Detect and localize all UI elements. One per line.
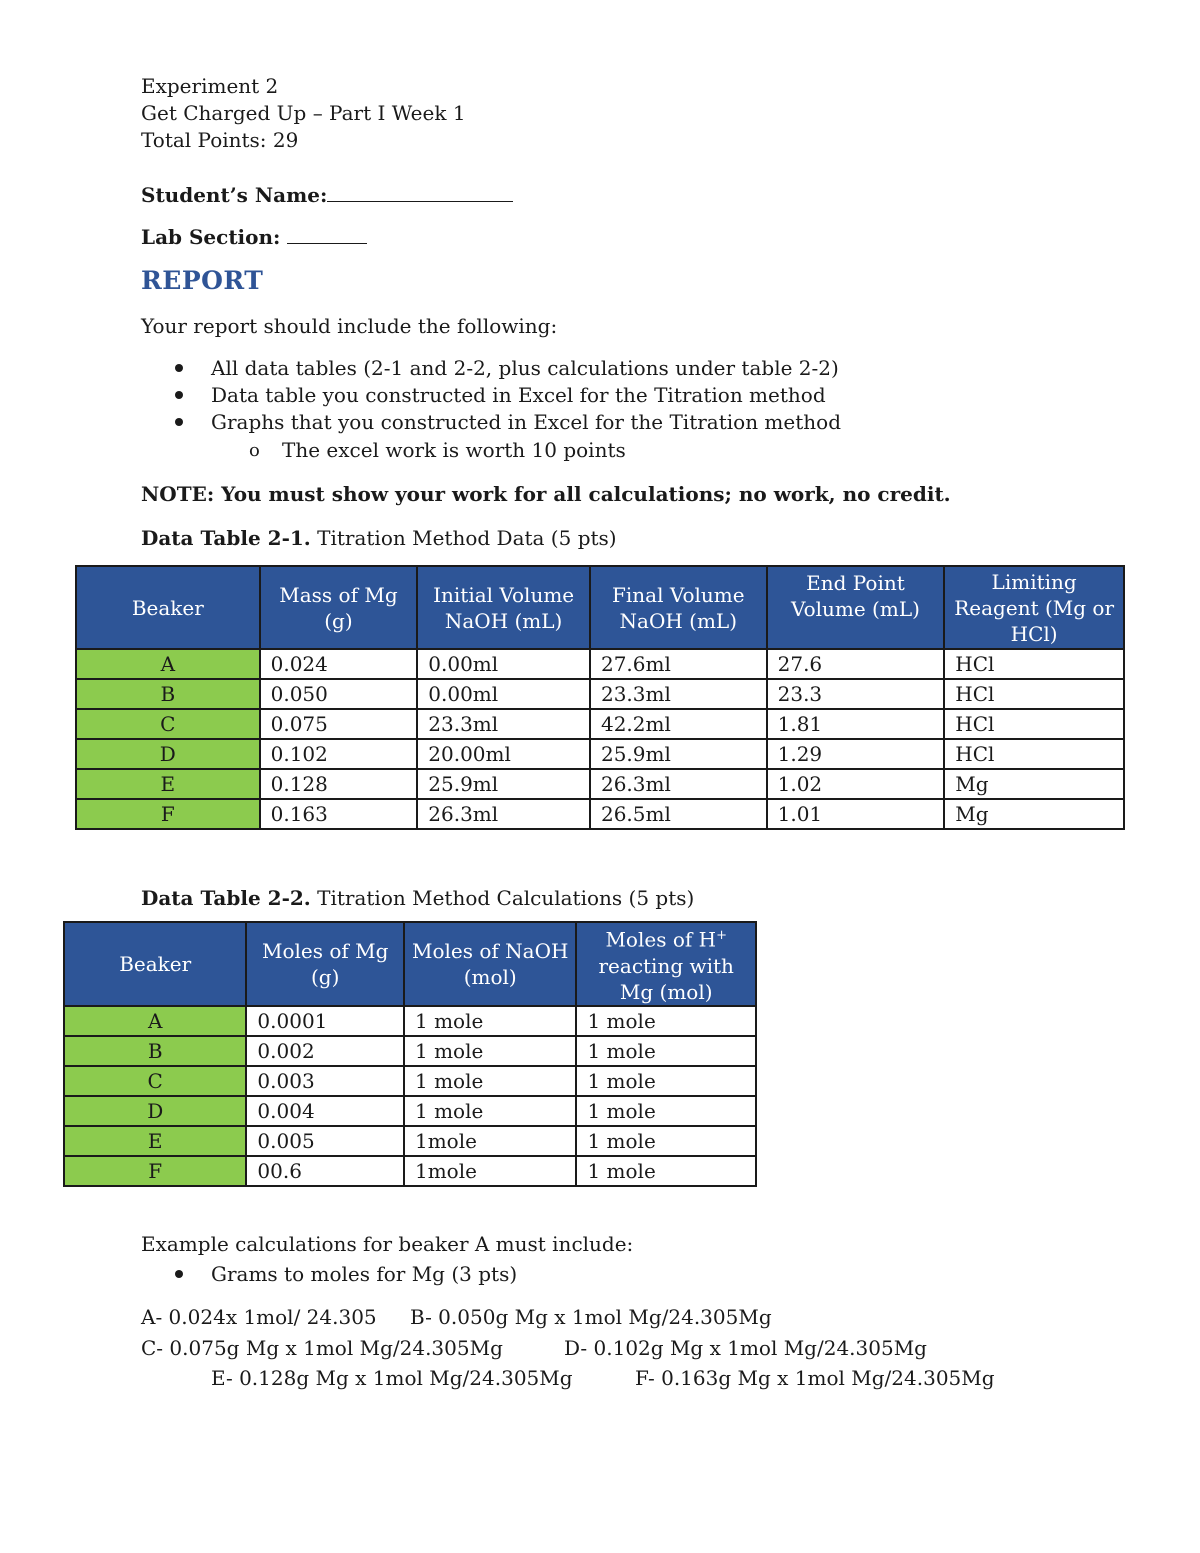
calculation-d: D- 0.102g Mg x 1mol Mg/24.305Mg: [564, 1336, 927, 1360]
table-row: [64, 1006, 756, 1036]
calculation-c: C- 0.075g Mg x 1mol Mg/24.305Mg: [141, 1336, 503, 1360]
report-heading: REPORT: [141, 266, 264, 295]
calculation-a: A- 0.024x 1mol/ 24.305: [141, 1305, 377, 1329]
table-cell: 23.3ml: [590, 679, 767, 709]
table-row: [76, 679, 1124, 709]
table2-caption-title: Titration Method Calculations (5 pts): [310, 886, 695, 910]
note-text: NOTE: You must show your work for all calculations; no work, no credit.: [141, 482, 951, 506]
table-cell: 0.050: [260, 679, 418, 709]
table-header-row: [76, 566, 1124, 649]
calculation-e: E- 0.128g Mg x 1mol Mg/24.305Mg: [211, 1366, 573, 1390]
example-bullet: Grams to moles for Mg (3 pts): [211, 1262, 518, 1286]
reacting-with-label: reacting with Mg (mol): [598, 953, 734, 1004]
lab-section-blank[interactable]: [287, 223, 367, 244]
table-header-row: [64, 922, 756, 1006]
table-cell: 1 mole: [404, 1036, 576, 1066]
column-header: Moles of Mg (g): [246, 922, 404, 1006]
lab-section-label: Lab Section:: [141, 225, 281, 249]
table-cell: 26.3ml: [590, 769, 767, 799]
table-row: [76, 709, 1124, 739]
report-bullet: All data tables (2-1 and 2-2, plus calculations under table 2-2): [211, 356, 839, 380]
column-header: Limiting Reagent (Mg or HCl): [944, 566, 1124, 649]
beaker-cell: E: [64, 1126, 246, 1156]
experiment-number: Experiment 2: [141, 74, 279, 98]
beaker-cell: B: [64, 1036, 246, 1066]
table-cell: HCl: [944, 739, 1124, 769]
example-intro: Example calculations for beaker A must include:: [141, 1232, 634, 1256]
table-cell: 0.00ml: [417, 679, 590, 709]
table-cell: 0.075: [260, 709, 418, 739]
column-header: Beaker: [76, 566, 260, 649]
table-cell: HCl: [944, 679, 1124, 709]
lab-section-row: [141, 223, 367, 250]
table-cell: 1 mole: [576, 1156, 756, 1186]
table-cell: 42.2ml: [590, 709, 767, 739]
bullet-dot-icon: [175, 391, 183, 399]
sub-bullet-text: The excel work is worth 10 points: [282, 438, 626, 462]
table-cell: 0.102: [260, 739, 418, 769]
table-cell: 23.3: [767, 679, 945, 709]
table-cell: 0.002: [246, 1036, 404, 1066]
student-name-label: Student’s Name:: [141, 183, 328, 207]
table-cell: 1 mole: [576, 1006, 756, 1036]
table-cell: 27.6ml: [590, 649, 767, 679]
table-cell: 0.005: [246, 1126, 404, 1156]
calculation-b: B- 0.050g Mg x 1mol Mg/24.305Mg: [410, 1305, 772, 1329]
table1-caption-label: Data Table 2-1.: [141, 526, 311, 550]
table-row: [76, 799, 1124, 829]
table-cell: 1.29: [767, 739, 945, 769]
beaker-cell: D: [64, 1096, 246, 1126]
titration-data-table: [75, 565, 1125, 830]
table-cell: 1 mole: [576, 1096, 756, 1126]
beaker-cell: F: [76, 799, 260, 829]
table-cell: 1mole: [404, 1126, 576, 1156]
table-cell: 1.02: [767, 769, 945, 799]
table-row: [64, 1066, 756, 1096]
table-cell: 00.6: [246, 1156, 404, 1186]
table-row: [76, 739, 1124, 769]
moles-h-label: Moles of H: [605, 927, 717, 952]
student-name-blank[interactable]: [327, 181, 513, 202]
calculation-f: F- 0.163g Mg x 1mol Mg/24.305Mg: [635, 1366, 995, 1390]
table-row: [76, 769, 1124, 799]
table1-caption: [141, 525, 617, 551]
beaker-cell: C: [76, 709, 260, 739]
beaker-cell: B: [76, 679, 260, 709]
table1-caption-title: Titration Method Data (5 pts): [310, 526, 617, 550]
table-cell: 26.3ml: [417, 799, 590, 829]
column-header: End Point Volume (mL): [767, 566, 945, 649]
table-row: [64, 1126, 756, 1156]
table-cell: 0.00ml: [417, 649, 590, 679]
superscript-plus: +: [716, 928, 727, 943]
table-row: [64, 1096, 756, 1126]
table-cell: 1 mole: [576, 1066, 756, 1096]
report-bullet: Graphs that you constructed in Excel for the Titration method: [211, 410, 841, 434]
table-cell: 0.128: [260, 769, 418, 799]
table-cell: 1 mole: [404, 1066, 576, 1096]
report-bullet: Data table you constructed in Excel for the Titration method: [211, 383, 826, 407]
table-cell: 1mole: [404, 1156, 576, 1186]
table-cell: 1.81: [767, 709, 945, 739]
sub-bullet-mark: o: [249, 440, 260, 461]
beaker-cell: F: [64, 1156, 246, 1186]
experiment-subtitle: Get Charged Up – Part I Week 1: [141, 101, 466, 125]
column-header: Beaker: [64, 922, 246, 1006]
table-row: [76, 649, 1124, 679]
column-header: Final Volume NaOH (mL): [590, 566, 767, 649]
column-header: Mass of Mg (g): [260, 566, 418, 649]
table-cell: 1 mole: [404, 1006, 576, 1036]
table-cell: 1.01: [767, 799, 945, 829]
table-cell: 0.004: [246, 1096, 404, 1126]
table-row: [64, 1156, 756, 1186]
student-name-row: [141, 181, 513, 208]
titration-calculations-table: [63, 921, 757, 1187]
beaker-cell: E: [76, 769, 260, 799]
column-header: [576, 922, 756, 1006]
table-cell: 26.5ml: [590, 799, 767, 829]
table-cell: Mg: [944, 799, 1124, 829]
table-cell: 1 mole: [576, 1036, 756, 1066]
table-cell: 1 mole: [404, 1096, 576, 1126]
table-row: [64, 1036, 756, 1066]
column-header: Moles of NaOH (mol): [404, 922, 576, 1006]
table2-caption: [141, 885, 694, 911]
table-cell: Mg: [944, 769, 1124, 799]
table-cell: HCl: [944, 649, 1124, 679]
table-cell: 23.3ml: [417, 709, 590, 739]
table-cell: 0.163: [260, 799, 418, 829]
table-cell: 25.9ml: [417, 769, 590, 799]
table-cell: HCl: [944, 709, 1124, 739]
table-cell: 0.003: [246, 1066, 404, 1096]
beaker-cell: A: [64, 1006, 246, 1036]
column-header: Initial Volume NaOH (mL): [417, 566, 590, 649]
total-points: Total Points: 29: [141, 128, 299, 152]
table-cell: 20.00ml: [417, 739, 590, 769]
beaker-cell: A: [76, 649, 260, 679]
table-cell: 0.024: [260, 649, 418, 679]
report-intro: Your report should include the following:: [141, 314, 558, 338]
beaker-cell: C: [64, 1066, 246, 1096]
table-cell: 25.9ml: [590, 739, 767, 769]
bullet-dot-icon: [175, 364, 183, 372]
bullet-dot-icon: [175, 418, 183, 426]
table-cell: 27.6: [767, 649, 945, 679]
beaker-cell: D: [76, 739, 260, 769]
table2-caption-label: Data Table 2-2.: [141, 886, 311, 910]
table-cell: 1 mole: [576, 1126, 756, 1156]
bullet-dot-icon: [175, 1270, 183, 1278]
table-cell: 0.0001: [246, 1006, 404, 1036]
